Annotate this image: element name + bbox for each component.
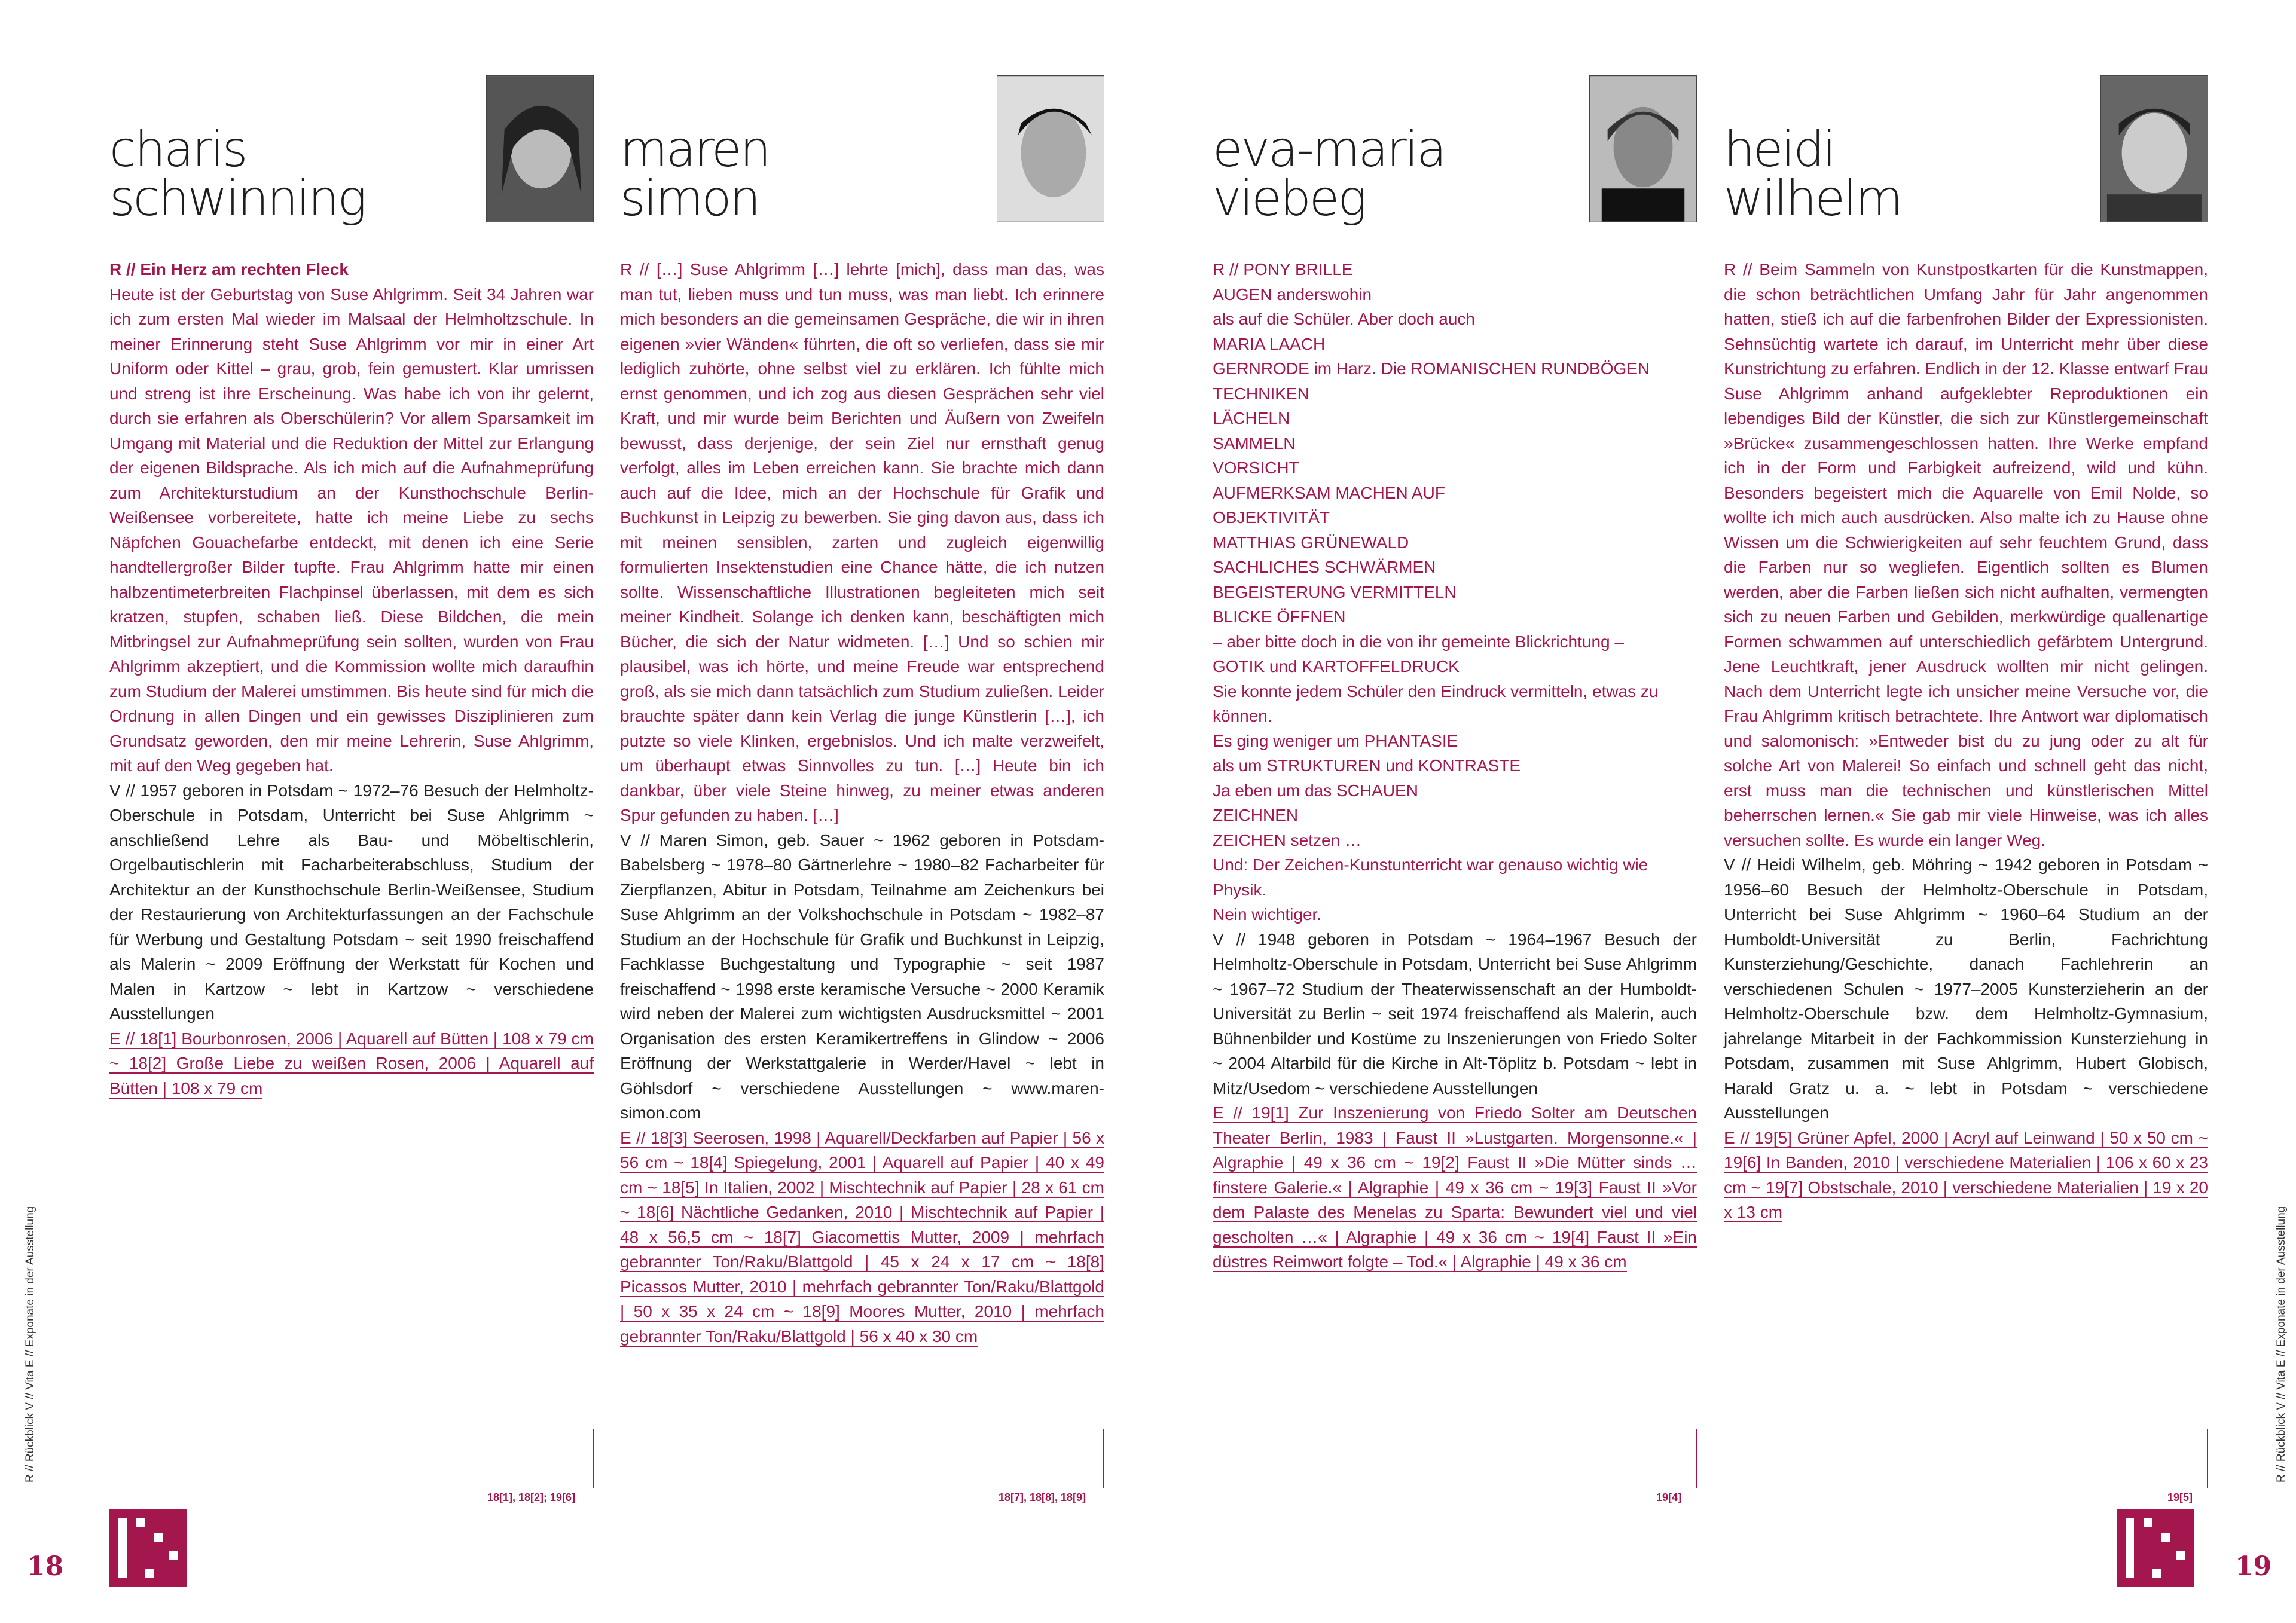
poem-line: SACHLICHES SCHWÄRMEN — [1213, 558, 1436, 576]
logo-mark — [109, 1509, 187, 1587]
artist-column-3 — [1213, 72, 1697, 1506]
poem-line: BEGEISTERUNG VERMITTELN — [1213, 582, 1457, 601]
page-number-left: 18 — [27, 1551, 64, 1582]
poem-line: GOTIK und KARTOFFELDRUCK — [1213, 657, 1460, 676]
vita-text: V // 1957 geboren in Potsdam ~ 1972–76 Besuch der Helmholtz-Oberschule in Potsdam, Unterricht bei Suse Ahlgrimm ~ anschließend Lehre als Bau- und Möbeltischlerin, Orgelbautischlerin mit Facharbeiterabschluss, Studium der Architektur an der Kunsthochschule Berlin-Weißensee, Studium der Restaurierung von Architekturfassungen an der Fachschule für Werbung und Gestaltung Potsdam ~ seit 1990 freischaffend als Malerin ~ 2009 Eröffnung der Werkstatt für Kochen und Malen in Kartzow ~ lebt in Kartzow ~ verschiedene Ausstellungen — [109, 781, 594, 1023]
footer-rule — [2207, 1429, 2208, 1488]
portrait-photo — [1589, 75, 1697, 222]
footer-rule — [1103, 1429, 1104, 1488]
r-text: Heute ist der Geburtstag von Suse Ahlgrimm. Seit 34 Jahren war ich zum ersten Mal wieder im Malsaal der Helmholtzschule. In meiner Erinnerung steht Suse Ahlgrimm vor mir in einer Art Uniform oder Kittel – grau, grob, fein gemustert. Klar umrissen und streng ist ihre Erscheinung. Was habe ich von ihr gelernt, durch sie erfahren als Oberschülerin? Vor allem Sparsamkeit im Umgang mit Material und die Reduktion der Mittel zur Erlangung der eigenen Bildsprache. Als ich mich auf die Aufnahmeprüfung zum Architekturstudium an der Kunsthochschule Berlin-Weißensee vorbereitete, hatte ich meine Liebe zu sechs Näpfchen Gouachefarbe entdeckt, mit denen ich eine Serie handtellergroßer Bilder tupfte. Frau Ahlgrimm hatte mir einen halbzentimeterbreiten Flachpinsel überlassen, mit dem es sich kratzen, stupfen, schaben ließ. Diese Bildchen, die mein Mitbringsel zur Aufnahmeprüfung sein sollten, wurden von Frau Ahlgrimm akzeptiert, und die Kommission wollte mich daraufhin zum Studium der Malerei umstimmen. Bis heute sind für mich die Ordnung in allen Dingen und ein gewisses Disziplinieren zum Grundsatz geworden, den mir meine Lehrerin, Suse Ahlgrimm, mit auf den Weg gegeben hat. — [109, 285, 594, 775]
footer-rule — [593, 1429, 594, 1488]
footer-ref-3: 19[4] — [1656, 1491, 1682, 1503]
artist-column-4 — [1724, 72, 2208, 1506]
r-poem — [1213, 257, 1697, 927]
poem-line: MATTHIAS GRÜNEWALD — [1213, 533, 1409, 552]
poem-line: OBJEKTIVITÄT — [1213, 508, 1330, 527]
footer-ref-2: 18[7], 18[8], 18[9] — [999, 1491, 1086, 1503]
poem-line: VORSICHT — [1213, 459, 1299, 477]
artist-column-1 — [109, 72, 594, 1506]
artist-name: heidi wilhelm — [1724, 121, 1901, 227]
poem-line: – aber bitte doch in die von ihr gemeinte Blickrichtung – — [1213, 632, 1624, 651]
footer-rule — [1696, 1429, 1697, 1488]
vita-text: V // Maren Simon, geb. Sauer ~ 1962 geboren in Potsdam-Babelsberg ~ 1978–80 Gärtnerlehre ~ 1980–82 Facharbeiter für Zierpflanzen, Abitur in Potsdam, Teilnahme am Zeichenkurs bei Suse Ahlgrimm an der Volkshochschule in Potsdam ~ 1982–87 Studium an der Hochschule für Grafik und Buchkunst in Leipzig, Fachklasse Buchgestaltung und Typographie ~ seit 1987 freischaffend ~ 1998 erste keramische Versuche ~ 2000 Keramik wird neben der Malerei zum wichtigsten Ausdrucksmittel ~ 2001 Organisation des ersten Keramikertreffens in Glindow ~ 2006 Eröffnung der Werkstattgalerie in Werder/Havel ~ lebt in Göhlsdorf ~ verschiedene Ausstellungen ~ www.maren-simon.com — [620, 830, 1104, 1122]
poem-line: als auf die Schüler. Aber doch auch — [1213, 310, 1475, 328]
exhibits-text: E // 18[3] Seerosen, 1998 | Aquarell/Deckfarben auf Papier | 56 x 56 cm ~ 18[4] Spiegelung, 2001 | Aquarell auf Papier | 40 x 49 cm ~ 18[5] In Italien, 2002 | Mischtechnik auf Papier | 28 x 61 cm ~ 18[6] Nächtliche Gedanken, 2010 | Mischtechnik auf Papier | 48 x 56,5 cm ~ 18[7] Giacomettis Mutter, 2009 | mehrfach gebrannter Ton/Raku/Blattgold | 45 x 24 x 17 cm ~ 18[8] Picassos Mutter, 2010 | mehrfach gebrannter Ton/Raku/Blattgold | 50 x 35 x 24 cm ~ 18[9] Moores Mutter, 2010 | mehrfach gebrannter Ton/Raku/Blattgold | 56 x 40 x 30 cm — [620, 1128, 1104, 1346]
exhibits-text: E // 19[5] Grüner Apfel, 2000 | Acryl auf Leinwand | 50 x 50 cm ~ 19[6] In Banden, 2010 | verschiedene Materialien | 106 x 60 x 23 cm ~ 19[7] Obstschale, 2010 | verschiedene Materialien | 19 x 20 x 13 cm — [1724, 1128, 2208, 1221]
artist-name: maren simon — [620, 121, 770, 227]
poem-line: Nein wichtiger. — [1213, 905, 1322, 924]
exhibits-text: E // 19[1] Zur Inszenierung von Friedo Solter am Deutschen Theater Berlin, 1983 | Faust II »Lustgarten. Morgensonne.« | Algraphie | 49 x 36 cm ~ 19[2] Faust II »Die Mütter sinds … finstere Galerie.« | Algraphie | 49 x 36 cm ~ 19[3] Faust II »Vor dem Palaste des Menelas zu Sparta: Bewundert viel und viel gescholten …« | Algraphie | 49 x 36 cm ~ 19[4] Faust II »Ein düstres Reimwort folgte – Tod.« | Algraphie | 49 x 36 cm — [1213, 1104, 1697, 1271]
page-number-right: 19 — [2235, 1551, 2272, 1582]
portrait-photo — [2100, 75, 2208, 222]
artist-column-2 — [620, 72, 1104, 1506]
poem-line: Und: Der Zeichen-Kunstunterricht war genauso wichtig wie Physik. — [1213, 855, 1648, 899]
exhibits-text: E // 18[1] Bourbonrosen, 2006 | Aquarell auf Bütten | 108 x 79 cm ~ 18[2] Große Liebe zu weißen Rosen, 2006 | Aquarell auf Bütten | 108 x 79 cm — [109, 1029, 594, 1098]
poem-line: als um STRUKTUREN und KONTRASTE — [1213, 756, 1521, 775]
side-label-left: R // Rückblick V // Vita E // Exponate in der Ausstellung — [24, 1206, 36, 1483]
poem-line: ZEICHNEN — [1213, 806, 1299, 824]
poem-line: AUGEN anderswohin — [1213, 285, 1372, 304]
r-text: R // Beim Sammeln von Kunstpostkarten für die Kunstmappen, die schon beträchtlichen Umfang Jahr für Jahr angenommen hatten, stieß ich auf die farbenfrohen Bilder der Expressionisten. Sehnsüchtig wartete ich darauf, im Unterricht mehr über diese Kunstrichtung zu erfahren. Endlich in der 12. Klasse entwarf Frau Suse Ahlgrimm anhand aufgeklebter Reproduktionen ein lebendiges Bild der Künstler, die sich zur Künstlergemeinschaft »Brücke« zusammengeschlossen hatten. Ihre Werke empfand ich in der Form und Farbigkeit aufreizend, wild und kühn. Besonders begeistert mich die Aquarelle von Emil Nolde, so wollte ich mich auch ausdrücken. Also malte ich zu Hause ohne Wissen um die Schwierigkeiten auf sehr feuchtem Grund, dass die Farben nur so wegliefen. Eigentlich sollten es Blumen werden, aber die Farben ließen sich nicht aufhalten, vermengten sich zu neuen Farben und Gebilden, merkwürdige quallenartige Formen schwammen auf unterschiedlich gefärbtem Untergrund. Jene Leuchtkraft, jener Ausdruck wollten mir nicht gelingen. Nach dem Unterricht legte ich unsicher meine Versuche vor, die Frau Ahlgrimm kritisch betrachtete. Ihre Antwort war diplomatisch und salomonisch: »Entweder bist du zu jung oder zu alt für solche Art von Malerei! So einfach und schnell geht das nicht, erst muss man die technischen und künstlerischen Mittel beherrschen lernen.« Sie gab mir viele Hinweise, was ich alles versuchen sollte. Es wurde ein langer Weg. — [1724, 260, 2208, 849]
portrait-photo — [486, 75, 594, 222]
poem-line: SAMMELN — [1213, 433, 1296, 453]
poem-line: ZEICHEN setzen … — [1213, 830, 1361, 849]
poem-line: MARIA LAACH — [1213, 334, 1326, 353]
side-label-right: R // Rückblick V // Vita E // Exponate in der Ausstellung — [2275, 1206, 2288, 1483]
poem-line: TECHNIKEN — [1213, 384, 1309, 403]
poem-line: Sie konnte jedem Schüler den Eindruck vermitteln, etwas zu können. — [1213, 681, 1659, 725]
footer-ref-1: 18[1], 18[2]; 19[6] — [487, 1491, 576, 1503]
poem-line: Es ging weniger um PHANTASIE — [1213, 731, 1458, 750]
poem-line: LÄCHELN — [1213, 409, 1290, 427]
logo-mark — [2117, 1509, 2194, 1587]
vita-text: V // 1948 geboren in Potsdam ~ 1964–1967 Besuch der Helmholtz-Oberschule in Potsdam, Unterricht bei Suse Ahlgrimm ~ 1967–72 Studium der Theaterwissenschaft an der Humboldt-Universität zu Berlin ~ seit 1974 freischaffend als Malerin, auch Bühnenbilder und Kostüme zu Inszenierungen von Friedo Solter ~ 2004 Altarbild für die Kirche in Alt-Töplitz b. Potsdam ~ lebt in Mitz/Usedom ~ verschiedene Ausstellungen — [1213, 930, 1697, 1098]
poem-line: GERNRODE im Harz. Die ROMANISCHEN RUNDBÖGEN — [1213, 359, 1650, 378]
vita-text: V // Heidi Wilhelm, geb. Möhring ~ 1942 geboren in Potsdam ~ 1956–60 Besuch der Helmholtz-Oberschule in Potsdam, Unterricht bei Suse Ahlgrimm ~ 1960–64 Studium an der Humboldt-Universität zu Berlin, Fachrichtung Kunsterziehung/Geschichte, danach Fachlehrerin an verschiedenen Schulen ~ 1977–2005 Kunsterzieherin an der Helmholtz-Oberschule bzw. dem Helmholtz-Gymnasium, jahrelange Mitarbeit in der Fachkommission Kunsterziehung in Potsdam, zusammen mit Suse Ahlgrimm, Hubert Globisch, Harald Gratz u. a. ~ lebt in Potsdam ~ verschiedene Ausstellungen — [1724, 855, 2208, 1122]
r-heading: R // Ein Herz am rechten Fleck — [109, 260, 349, 279]
artist-name: eva-maria viebeg — [1213, 121, 1445, 227]
portrait-photo — [997, 75, 1104, 222]
poem-line: AUFMERKSAM MACHEN AUF — [1213, 483, 1445, 502]
footer-ref-4: 19[5] — [2167, 1491, 2193, 1503]
artist-name: charis schwinning — [109, 121, 365, 227]
r-text: R // […] Suse Ahlgrimm […] lehrte [mich], dass man das, was man tut, lieben muss und tun muss, was man liebt. Ich erinnere mich besonders an die gemeinsamen Gespräche, die wir in ihren eigenen »vier Wänden« führten, die oft so verliefen, dass sie mir lediglich zuhörte, ohne selbst viel zu erklären. Ich fühlte mich ernst genommen, und ich zog aus diesen Gesprächen sehr viel Kraft, und mir wurde beim Berichten und Äußern von Zweifeln bewusst, dass derjenige, der sein Ziel nur ernsthaft genug verfolgt, alles im Leben erreichen kann. Sie brachte mich dann auch auf die Idee, mich an der Hochschule für Grafik und Buchkunst in Leipzig zu bewerben. Sie ging davon aus, dass ich mit meinen sensiblen, zarten und zugleich eigenwillig formulierten Insektenstudien eine Chance hätte, die ich nutzen sollte. Wissenschaftliche Illustrationen begleiteten mich seit meiner Kindheit. Solange ich denken kann, beschäftigten mich Bücher, die sich der Natur widmeten. […] Und so schien mir plausibel, was ich hörte, und meine Freude war entsprechend groß, als sie mich dann tatsächlich zum Studium zuließen. Leider brauchte später dann kein Verlag die junge Künstlerin […], ich putzte so viele Klinken, ergebnislos. Und ich malte verzweifelt, um überhaupt etwas Sinnvolles zu tun. […] Heute bin ich dankbar, über viele Steine hinweg, zu meiner etwas anderen Spur gefunden zu haben. […] — [620, 260, 1104, 824]
poem-line: R // PONY BRILLE — [1213, 260, 1353, 279]
poem-line: BLICKE ÖFFNEN — [1213, 607, 1346, 626]
poem-line: Ja eben um das SCHAUEN — [1213, 781, 1418, 800]
